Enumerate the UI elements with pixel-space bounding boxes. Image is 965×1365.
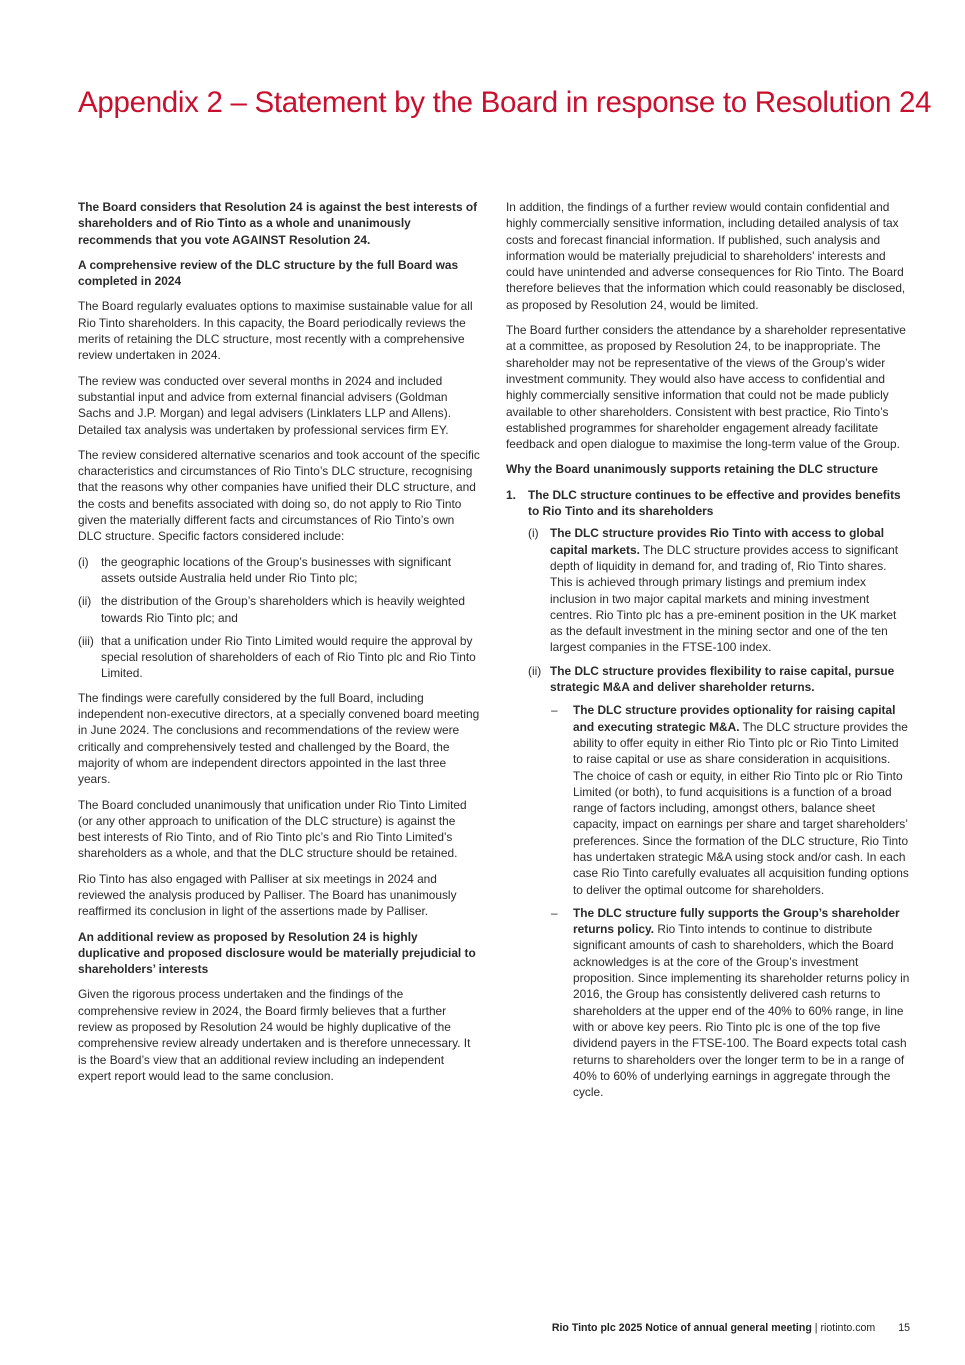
dash-item-lead: The DLC structure fully supports the Group’s shareholder returns policy. bbox=[573, 905, 900, 937]
board-recommendation: The Board considers that Resolution 24 is against the best interests of shareholders and of Rio Tinto as a whole and unanimously recommends that you vote AGAINST Resolution 24. bbox=[78, 200, 478, 247]
left-column bbox=[78, 199, 480, 1093]
dash-item-lead: The DLC structure provides optionality for raising capital and executing strategic M&A. bbox=[573, 703, 896, 734]
right-column bbox=[506, 199, 911, 1107]
sub-item-lead: The DLC structure provides Rio Tinto with access to global capital markets. bbox=[550, 526, 885, 557]
paragraph: In addition, the findings of a further review would contain confidential and highly commercially sensitive information, including detailed analysis of tax costs and forecast financial information. If published, such analysis and information would be materially prejudicial to shareholders’ interests and could have unintended and adverse consequences for Rio Tinto. The Board therefore believes that the information which could reasonably be disclosed, as proposed by Resolution 24, would be limited. bbox=[506, 200, 906, 312]
page-title: Appendix 2 – Statement by the Board in response to Resolution 24 bbox=[78, 86, 932, 119]
section-heading-additional-review: An additional review as proposed by Resolution 24 is highly duplicative and proposed disclosure would be materially prejudicial to shareholders’ interests bbox=[78, 929, 476, 977]
dash-item-text: The DLC structure provides the ability to offer equity in either Rio Tinto plc or Rio Tinto Limited to raise capital or use as share consideration in acquisitions. The choice of cash or equity, in either Rio Tinto plc or Rio Tinto Limited (or both), to fund acquisitions is a function of a broad range of factors including, amongst others, balance sheet capacity, impact on earnings per share and target shareholders’ preferences. Since the formation of the DLC structure, Rio Tinto has undertaken strategic M&A using stock and/or cash. In each case Rio Tinto carefully evaluates all acquisition funding options to deliver the optimal outcome for shareholders. bbox=[573, 719, 909, 897]
list-item bbox=[78, 633, 480, 682]
sub-item bbox=[506, 525, 911, 655]
list-marker: (ii) bbox=[78, 594, 92, 609]
list-item-text: that a unification under Rio Tinto Limited would require the approval by special resolution of shareholders of each of Rio Tinto plc and Rio Tinto Limited. bbox=[101, 633, 476, 681]
page-footer bbox=[0, 1322, 910, 1334]
footer-publication: Rio Tinto plc 2025 Notice of annual general meeting bbox=[551, 1322, 812, 1334]
paragraph: Rio Tinto has also engaged with Palliser at six meetings in 2024 and reviewed the analysis produced by Palliser. The Board has unanimously reaffirmed its conclusion in light of the assertions made by Palliser. bbox=[78, 871, 457, 919]
list-item-text: the distribution of the Group’s shareholders which is heavily weighted towards Rio Tinto plc; and bbox=[101, 594, 465, 625]
paragraph: Given the rigorous process undertaken and the findings of the comprehensive review in 2024, the Board firmly believes that a further review as proposed by Resolution 24 would be highly duplicative of the comprehensive review already undertaken and is therefore unnecessary. It is the Board’s view that an additional review including an independent expert report would lead to the same conclusion. bbox=[78, 987, 471, 1083]
paragraph: The findings were carefully considered by the full Board, including independent non-executive directors, at a specially convened board meeting in June 2024. The conclusions and recommendations of the review were critically and comprehensively tested and challenged by the Board, the majority of whom are independent directors appointed in the last three years. bbox=[78, 690, 480, 787]
list-item bbox=[78, 554, 480, 587]
dash-marker: – bbox=[551, 703, 558, 718]
list-marker: (iii) bbox=[78, 633, 94, 648]
sub-item-lead: The DLC structure provides flexibility to raise capital, pursue strategic M&A and deliver shareholder returns. bbox=[550, 663, 895, 695]
list-marker: (i) bbox=[78, 554, 89, 569]
page-number: 15 bbox=[898, 1322, 910, 1334]
dash-marker: – bbox=[551, 905, 558, 920]
numbered-item-title: The DLC structure continues to be effective and provides benefits to Rio Tinto and its shareholders bbox=[528, 487, 901, 519]
sub-item bbox=[506, 663, 911, 696]
paragraph: The Board further considers the attendance by a shareholder representative at a committee, as proposed by Resolution 24, to be inappropriate. The shareholder may not be representative of the views of the Group’s wider investment community. They would also have access to confidential and highly commercially sensitive information that could not be made publicly available to other shareholders. Consistent with best practice, Rio Tinto’s established programmes for shareholder engagement already facilitate feedback and open dialogue to maximise the long-term value of the Group. bbox=[506, 323, 906, 452]
factors-list bbox=[78, 554, 480, 682]
paragraph: The review was conducted over several months in 2024 and included substantial input and advice from external financial advisers (Goldman Sachs and J.P. Morgan) and legal advisers (Linklaters LLP and Allens). Detailed tax analysis was undertaken by professional services firm EY. bbox=[78, 373, 452, 437]
section-heading-dlc-support: Why the Board unanimously supports retaining the DLC structure bbox=[506, 462, 878, 477]
footer-website[interactable]: riotinto.com bbox=[820, 1322, 876, 1334]
paragraph: The Board regularly evaluates options to maximise sustainable value for all Rio Tinto shareholders. In this capacity, the Board periodically reviews the merits of retaining the DLC structure, most recently with a comprehensive review undertaken in 2024. bbox=[78, 299, 473, 363]
dash-item bbox=[506, 702, 911, 898]
list-marker: (ii) bbox=[528, 663, 542, 678]
paragraph: The review considered alternative scenarios and took account of the specific characteristics and circumstances of Rio Tinto’s DLC structure, recognising that the reasons why other companies have unified their DLC structure, and the costs and benefits associated with doing so, do not apply to Rio Tinto given the materially different facts and circumstances of Rio Tinto’s own DLC structure. Specific factors considered include: bbox=[78, 447, 480, 544]
footer-separator: | bbox=[814, 1322, 818, 1334]
dash-item-text: Rio Tinto intends to continue to distribute significant amounts of cash to shareholders, which the Board acknowledges is at the core of the Group’s investment proposition. Since implementing its shareholder returns policy in 2016, the Group has consistently delivered cash returns to shareholders at the upper end of the 40% to 60% range, in line with or above key peers. Rio Tinto plc is one of the top five dividend payers in the FTSE-100. The Board expects total cash returns to shareholders over the longer term to be in a range of 40% to 60% of underlying earnings in aggregate through the cycle. bbox=[573, 922, 910, 1100]
list-item-text: the geographic locations of the Group’s businesses with significant assets outside Australia held under Rio Tinto plc; bbox=[101, 554, 452, 585]
numbered-item bbox=[506, 487, 911, 520]
list-marker: 1. bbox=[506, 487, 516, 502]
dash-item bbox=[506, 905, 911, 1101]
section-heading-review: A comprehensive review of the DLC structure by the full Board was completed in 2024 bbox=[78, 257, 459, 289]
sub-item-text: The DLC structure provides access to significant depth of liquidity in demand for, and trading of, Rio Tinto shares. This is achieved through primary listings and premium index inclusion in two major capital markets and mining investment centres. Rio Tinto plc has a pre-eminent position in the UK market as the default investment in the mining sector and one of the ten largest companies in the FTSE-100 index. bbox=[550, 542, 899, 655]
list-marker: (i) bbox=[528, 526, 539, 541]
paragraph: The Board concluded unanimously that unification under Rio Tinto Limited (or any other approach to unification of the DLC structure) is against the best interests of Rio Tinto, and of Rio Tinto plc’s and Rio Tinto Limited’s shareholders as a whole, and that the DLC structure should be retained. bbox=[78, 797, 467, 861]
list-item bbox=[78, 593, 480, 626]
